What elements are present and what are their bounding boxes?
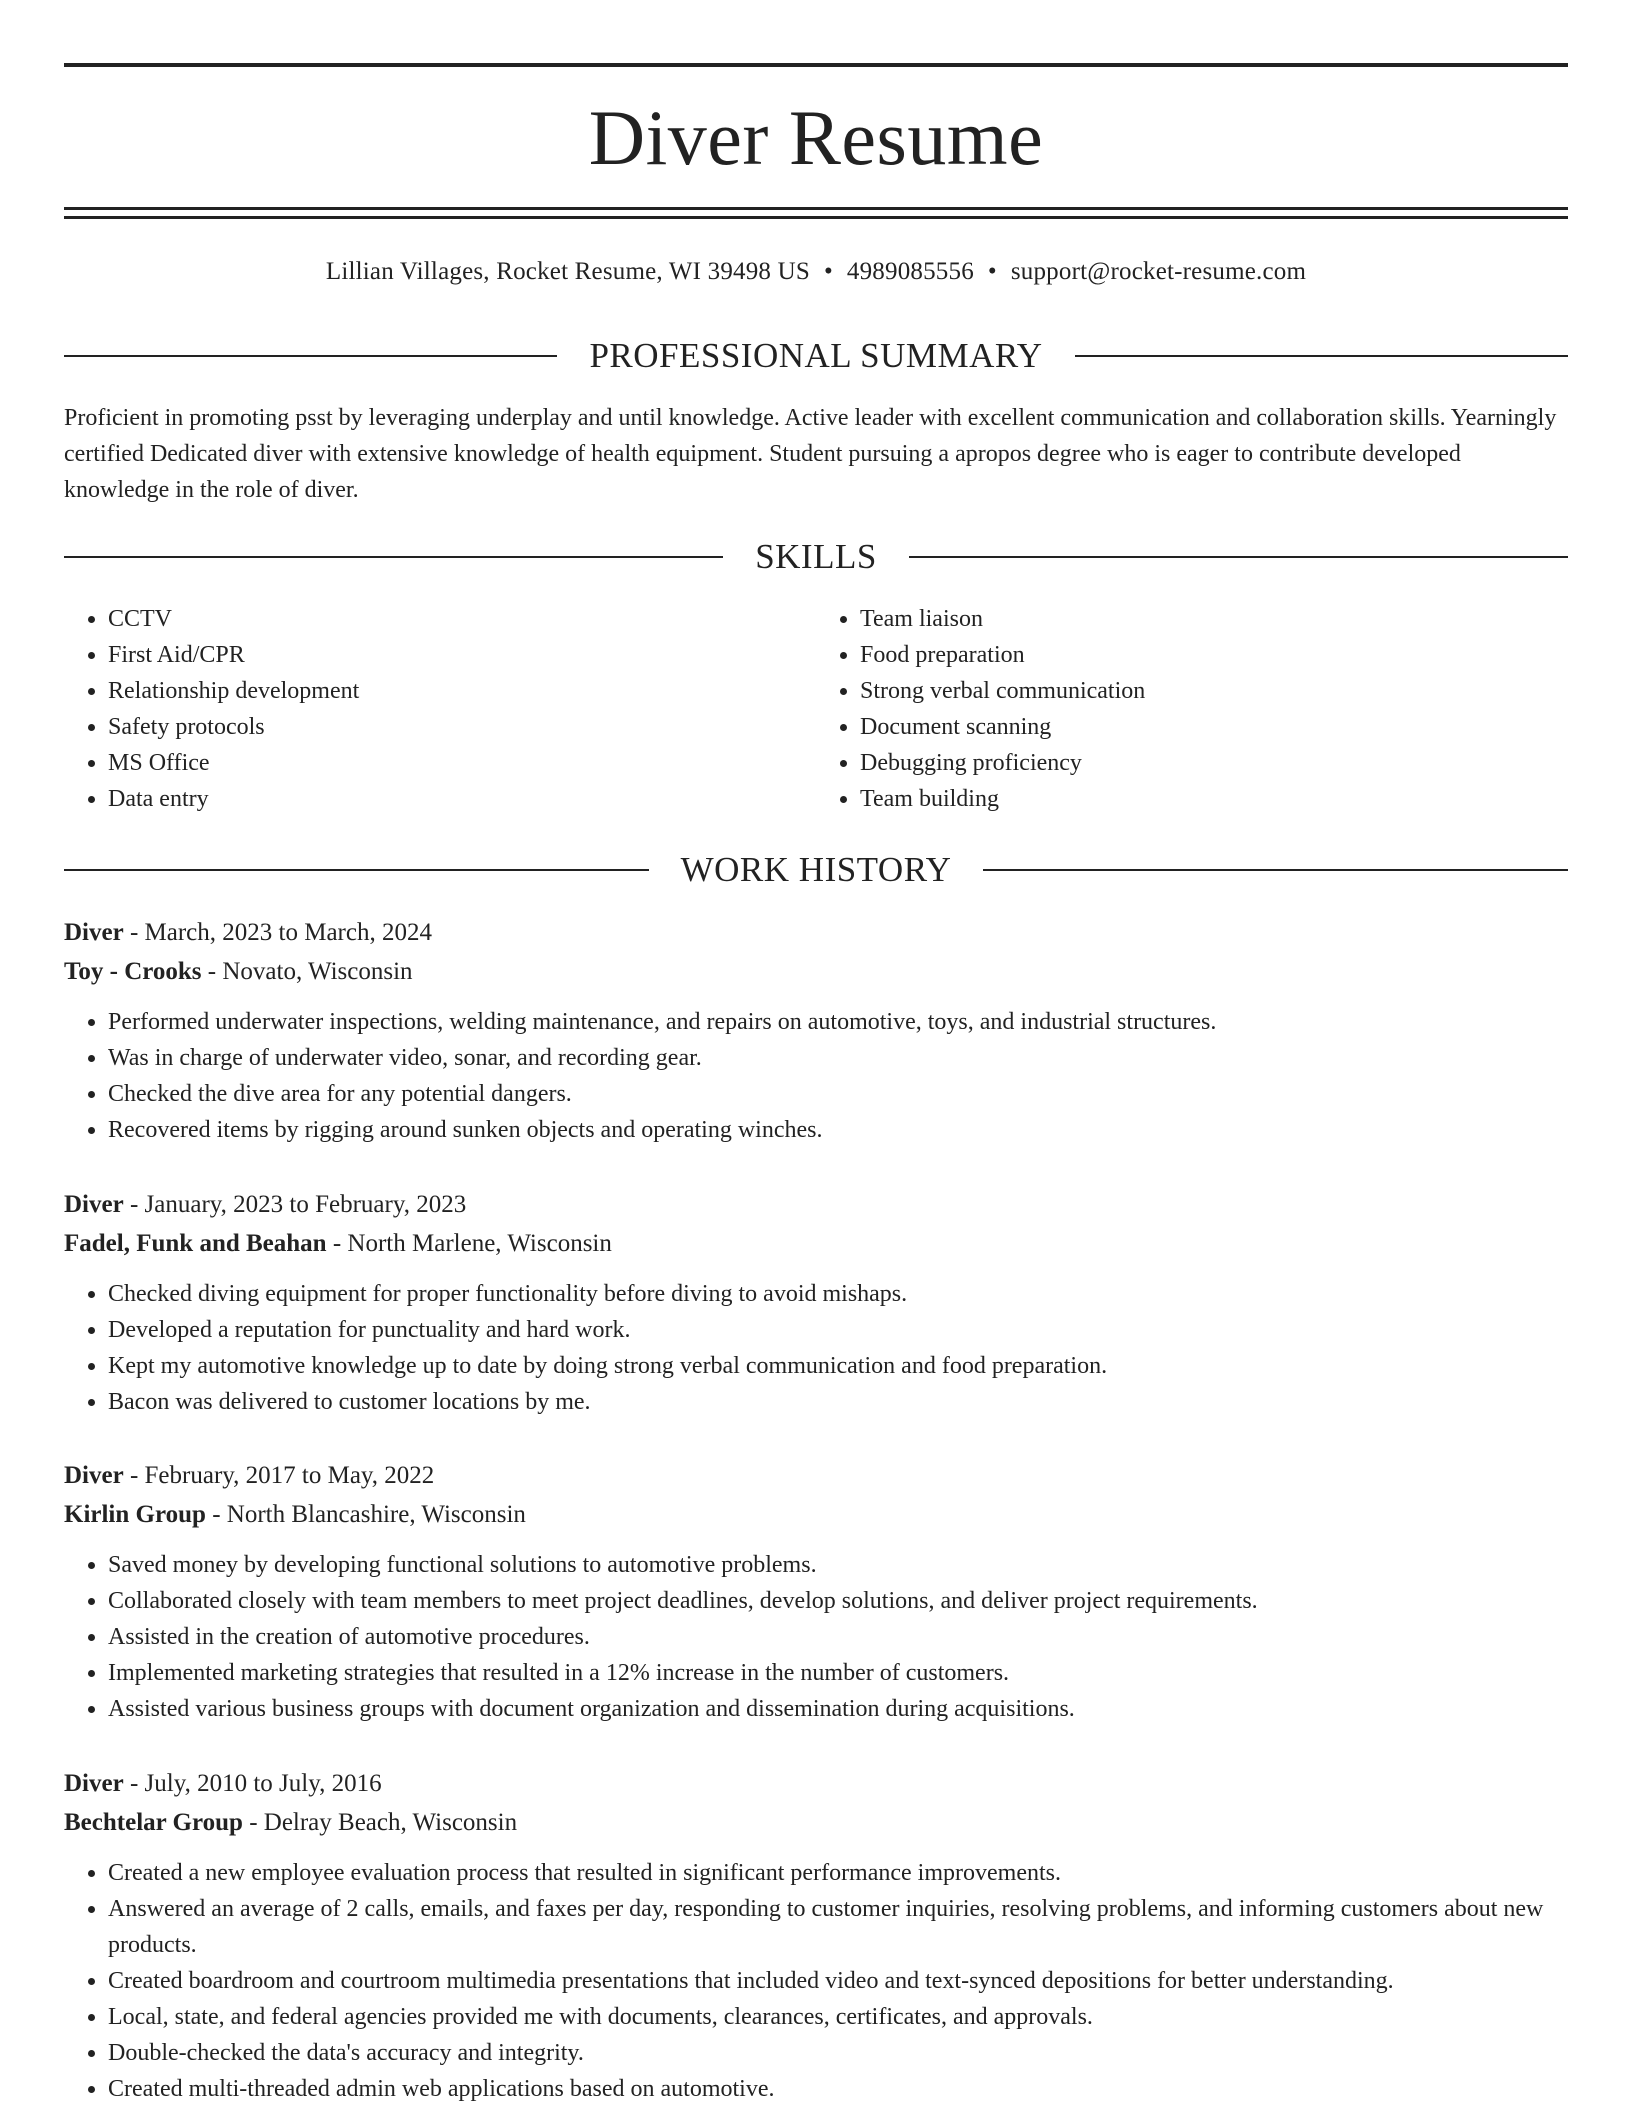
job-company-line: Kirlin Group - North Blancashire, Wisconsin	[64, 1501, 526, 1528]
job-bullet: • Assisted in the creation of automotive procedures.	[108, 1619, 1568, 1655]
heading-rule-left	[64, 869, 649, 871]
skill-item: • Document scanning	[860, 709, 1568, 745]
job-bullet: • Double-checked the data's accuracy and integrity.	[108, 2035, 1568, 2071]
heading-rule-right	[909, 556, 1568, 558]
job-company: Kirlin Group	[64, 1501, 206, 1528]
skill-item: • Team building	[860, 781, 1568, 817]
job-location: North Marlene, Wisconsin	[347, 1230, 612, 1257]
job-bullets	[64, 1276, 1568, 1420]
skill-item: • Food preparation	[860, 637, 1568, 673]
job-location: Delray Beach, Wisconsin	[263, 1809, 518, 1836]
job-title: Diver	[64, 1462, 124, 1489]
job-dates: February, 2017 to May, 2022	[144, 1462, 435, 1489]
job-entry	[64, 1185, 1568, 1420]
contact-line	[64, 252, 1568, 292]
skills-column-right	[816, 601, 1568, 817]
job-bullet: • Was in charge of underwater video, sonar, and recording gear.	[108, 1040, 1568, 1076]
heading-rule-left	[64, 556, 723, 558]
job-title-line: Diver - January, 2023 to February, 2023	[64, 1191, 467, 1218]
title-double-rule	[64, 207, 1568, 219]
contact-address: Lillian Villages, Rocket Resume, WI 39498 US	[325, 258, 810, 285]
contact-email: support@rocket-resume.com	[1010, 258, 1307, 285]
job-title: Diver	[64, 1770, 124, 1797]
skills-column-left	[64, 601, 816, 817]
job-bullet: • Local, state, and federal agencies provided me with documents, clearances, certificates, and approvals.	[108, 1999, 1568, 2035]
contact-separator: •	[823, 258, 833, 285]
contact-phone: 4989085556	[846, 258, 974, 285]
skill-item: • Team liaison	[860, 601, 1568, 637]
professional-summary: Proficient in promoting psst by leveraging underplay and until knowledge. Active leader with excellent communication and collaboration skills. Yearningly certified Dedicated diver with extensive knowledge of health equipment. Student pursuing a apropos degree who is eager to contribute developed knowledge in the role of diver.	[64, 405, 1557, 503]
job-bullets	[64, 1004, 1568, 1148]
job-location: North Blancashire, Wisconsin	[226, 1501, 526, 1528]
job-entry	[64, 1764, 1568, 2107]
job-bullet: • Answered an average of 2 calls, emails, and faxes per day, responding to customer inquiries, resolving problems, and informing customers about new products.	[108, 1891, 1568, 1963]
job-bullet: • Performed underwater inspections, welding maintenance, and repairs on automotive, toys, and industrial structures.	[108, 1004, 1568, 1040]
job-dates: January, 2023 to February, 2023	[144, 1191, 467, 1218]
job-bullet: • Created boardroom and courtroom multimedia presentations that included video and text-synced depositions for better understanding.	[108, 1963, 1568, 1999]
skill-item: • Relationship development	[108, 673, 816, 709]
job-entry	[64, 1456, 1568, 1727]
job-bullet: • Created a new employee evaluation process that resulted in significant performance improvements.	[108, 1855, 1568, 1891]
job-bullet: • Implemented marketing strategies that resulted in a 12% increase in the number of customers.	[108, 1655, 1568, 1691]
job-dates: March, 2023 to March, 2024	[144, 919, 432, 946]
job-bullets	[64, 1855, 1568, 2107]
job-title: Diver	[64, 1191, 124, 1218]
heading-rule-right	[1075, 355, 1568, 357]
job-bullet: • Recovered items by rigging around sunken objects and operating winches.	[108, 1112, 1568, 1148]
job-company: Bechtelar Group	[64, 1809, 243, 1836]
skill-item: • Strong verbal communication	[860, 673, 1568, 709]
top-rule	[64, 63, 1568, 67]
job-company-line: Fadel, Funk and Beahan - North Marlene, Wisconsin	[64, 1230, 612, 1257]
job-bullet: • Checked diving equipment for proper functionality before diving to avoid mishaps.	[108, 1276, 1568, 1312]
section-heading-work-history	[64, 848, 1568, 892]
job-title-line: Diver - February, 2017 to May, 2022	[64, 1462, 435, 1489]
job-company: Toy - Crooks	[64, 958, 202, 985]
job-bullets	[64, 1547, 1568, 1727]
skill-item: • Debugging proficiency	[860, 745, 1568, 781]
job-company-line: Bechtelar Group - Delray Beach, Wisconsin	[64, 1809, 518, 1836]
job-bullet: • Saved money by developing functional solutions to automotive problems.	[108, 1547, 1568, 1583]
job-bullet: • Assisted various business groups with document organization and dissemination during acquisitions.	[108, 1691, 1568, 1727]
skill-item: • CCTV	[108, 601, 816, 637]
heading-rule-right	[983, 869, 1568, 871]
skill-item: • MS Office	[108, 745, 816, 781]
contact-separator: •	[987, 258, 997, 285]
section-heading-skills	[64, 535, 1568, 579]
skill-item: • Safety protocols	[108, 709, 816, 745]
job-bullet: • Created multi-threaded admin web applications based on automotive.	[108, 2071, 1568, 2107]
job-bullet: • Checked the dive area for any potential dangers.	[108, 1076, 1568, 1112]
skills-list	[64, 601, 1568, 817]
skill-item: • Data entry	[108, 781, 816, 817]
job-title-line: Diver - March, 2023 to March, 2024	[64, 919, 432, 946]
page-title: Diver Resume	[588, 94, 1044, 181]
job-company: Fadel, Funk and Beahan	[64, 1230, 327, 1257]
job-bullet: • Developed a reputation for punctuality and hard work.	[108, 1312, 1568, 1348]
job-entry	[64, 913, 1568, 1148]
job-company-line: Toy - Crooks - Novato, Wisconsin	[64, 958, 413, 985]
job-title: Diver	[64, 919, 124, 946]
heading-rule-left	[64, 355, 557, 357]
job-bullet: • Kept my automotive knowledge up to date by doing strong verbal communication and food preparation.	[108, 1348, 1568, 1384]
job-bullet: • Bacon was delivered to customer locations by me.	[108, 1384, 1568, 1420]
job-bullet: • Collaborated closely with team members to meet project deadlines, develop solutions, and deliver project requirements.	[108, 1583, 1568, 1619]
section-heading-summary	[64, 334, 1568, 378]
job-dates: July, 2010 to July, 2016	[144, 1770, 382, 1797]
job-location: Novato, Wisconsin	[222, 958, 413, 985]
section-title-work-history: WORK HISTORY	[680, 850, 952, 889]
skill-item: • First Aid/CPR	[108, 637, 816, 673]
section-title-skills: SKILLS	[755, 537, 877, 576]
job-title-line: Diver - July, 2010 to July, 2016	[64, 1770, 382, 1797]
section-title-summary: PROFESSIONAL SUMMARY	[589, 336, 1043, 375]
